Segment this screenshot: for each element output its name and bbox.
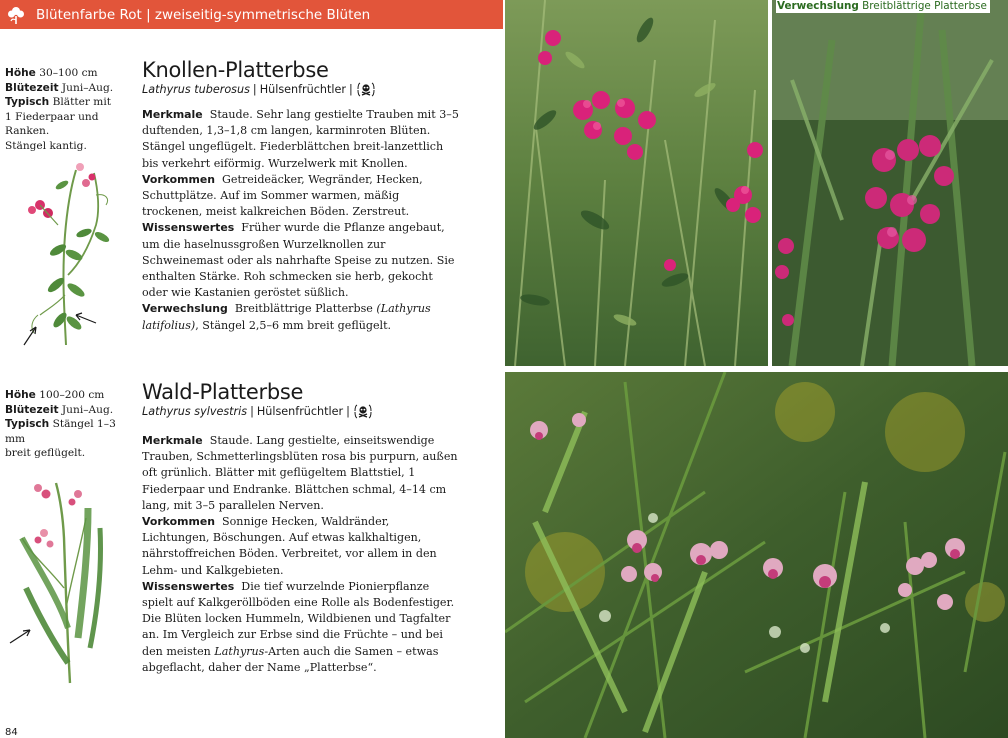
section-label: Vorkommen bbox=[142, 515, 215, 529]
bloom-label: Blütezeit bbox=[5, 403, 59, 416]
chapter-header bbox=[0, 0, 503, 29]
typical-value-line2: 1 Fiederpaar und Ranken. bbox=[5, 110, 99, 137]
illustration-knollen-platterbse bbox=[18, 155, 130, 355]
section-label: Wissenswertes bbox=[142, 579, 235, 593]
section-text: Staude. Lang gestielte, einseitswendige Trauben, Schmetterlingsblüten rosa bis purpurn, außen oft grünlich. Blätter mit geflügeltem Blattstiel, 1 Fiederpaar und Endranke. Blättchen schmal, 4–14 cm lang, mit 3–5 parallelen Nerven. bbox=[142, 434, 458, 512]
section-merkmale bbox=[142, 433, 460, 514]
flower-icon bbox=[6, 5, 26, 25]
section-label: Wissenswertes bbox=[142, 221, 235, 235]
section-wissenswertes bbox=[142, 220, 460, 301]
species-description bbox=[142, 433, 460, 676]
typical-label: Typisch bbox=[5, 96, 50, 108]
section-text: Die tief wurzelnde Pionierpflanze spielt auf Kalkgeröllböden eine Rolle als Bodenfestiger. Die Blüten locken Hummeln, Wildbienen und Tagfalter an. Im Vergleich zur Erbse sind die Früchte – und bei den meisten bbox=[142, 579, 455, 658]
section-label: Merkmale bbox=[142, 434, 203, 447]
chapter-title: Blütenfarbe Rot | zweiseitig-symmetrische Blüten bbox=[36, 6, 371, 23]
section-text: Getreideäcker, Wegränder, Hecken, Schuttplätze. Auf im Sommer warmen, mäßig trockenen, meist kalkreichen Böden. Zerstreut. bbox=[142, 172, 423, 219]
latin-name: Lathyrus sylvestris bbox=[142, 405, 248, 418]
family-name: Hülsenfrüchtler bbox=[256, 405, 344, 418]
height-value: 100–200 cm bbox=[39, 389, 105, 401]
typical-value-line3: Stängel kantig. bbox=[5, 139, 87, 152]
family-name: Hülsenfrüchtler bbox=[259, 83, 346, 96]
section-text-end: -Arten auch die Samen – etwas abgeflacht, daher der Name „Platterbse“. bbox=[142, 644, 439, 674]
species-wald-platterbse bbox=[142, 380, 460, 676]
caption-label: Verwechslung bbox=[777, 0, 859, 12]
species-subtitle bbox=[142, 82, 460, 97]
typical-value-line2: breit geflügelt. bbox=[5, 447, 86, 459]
section-text: Staude. Sehr lang gestielte Trauben mit 3–5 duftenden, 1,3–1,8 cm langen, karminroten Blüten. Stängel ungeflügelt. Fiederblättchen breit-lanzettlich bis verkehrt eiförmig. Wurzelwerk mit Knollen. bbox=[142, 108, 459, 170]
typical-value: Stängel 1–3 mm bbox=[5, 418, 116, 445]
separator: | bbox=[250, 405, 254, 418]
species-subtitle bbox=[142, 404, 460, 419]
section-label: Vorkommen bbox=[142, 172, 215, 186]
height-label: Höhe bbox=[5, 67, 36, 79]
species-title: Wald-Platterbse bbox=[142, 380, 304, 404]
skull-crossbones-icon bbox=[353, 404, 373, 419]
page-number: 84 bbox=[5, 727, 18, 738]
bloom-value: Juni–Aug. bbox=[61, 403, 114, 416]
section-verwechslung bbox=[142, 301, 460, 333]
skull-crossbones-icon bbox=[356, 82, 376, 97]
section-text: Breitblättrige Platterbse bbox=[234, 302, 373, 316]
section-merkmale bbox=[142, 107, 460, 172]
species-description bbox=[142, 107, 460, 334]
separator: | bbox=[346, 405, 350, 418]
photo-knollen-platterbse bbox=[505, 0, 768, 366]
typical-label: Typisch bbox=[5, 418, 50, 430]
latin-name: Lathyrus tuberosus bbox=[142, 83, 250, 96]
species-knollen-platterbse bbox=[142, 58, 460, 334]
section-label: Verwechslung bbox=[142, 302, 228, 316]
bloom-value: Juni–Aug. bbox=[61, 81, 114, 94]
caption-text: Breitblättrige Platterbse bbox=[862, 0, 987, 12]
illustration-wald-platterbse bbox=[8, 478, 133, 688]
section-vorkommen bbox=[142, 514, 460, 579]
bloom-label: Blütezeit bbox=[5, 81, 59, 94]
species-1-facts bbox=[5, 66, 135, 153]
section-vorkommen bbox=[142, 172, 460, 221]
species-title: Knollen-Platterbse bbox=[142, 58, 329, 82]
section-text-italic: Lathyrus bbox=[214, 644, 265, 658]
section-text-italic: (Lathyrus latifolius) bbox=[142, 302, 431, 332]
section-text: Früher wurde die Pflanze angebaut, um die haselnussgroßen Wurzelknollen zur Schweinemast oder als nahrhafte Speise zu nutzen. Sie enthalten Stärke. Roh schmecken sie herb, gekocht oder wie Kastanien geröstet süßlich. bbox=[142, 221, 455, 300]
photo-breitblaettrige-platterbse bbox=[772, 0, 1008, 366]
section-text: Sonnige Hecken, Waldränder, Lichtungen, Böschungen. Auf etwas kalkhaltigen, nährstoffreichen Böden. Verbreitet, vor allem in den Lehm- und Kalkgebieten. bbox=[142, 515, 437, 577]
separator: | bbox=[348, 83, 353, 96]
section-wissenswertes bbox=[142, 579, 460, 676]
species-2-facts bbox=[5, 388, 135, 461]
height-label: Höhe bbox=[5, 389, 36, 401]
typical-value: Blätter mit bbox=[52, 96, 111, 108]
separator: | bbox=[252, 83, 257, 96]
section-label: Merkmale bbox=[142, 108, 203, 121]
height-value: 30–100 cm bbox=[39, 67, 98, 79]
photo-wald-platterbse bbox=[505, 372, 1008, 738]
section-text-end: , Stängel 2,5–6 mm breit geflügelt. bbox=[195, 318, 392, 332]
photo-caption bbox=[776, 0, 990, 13]
